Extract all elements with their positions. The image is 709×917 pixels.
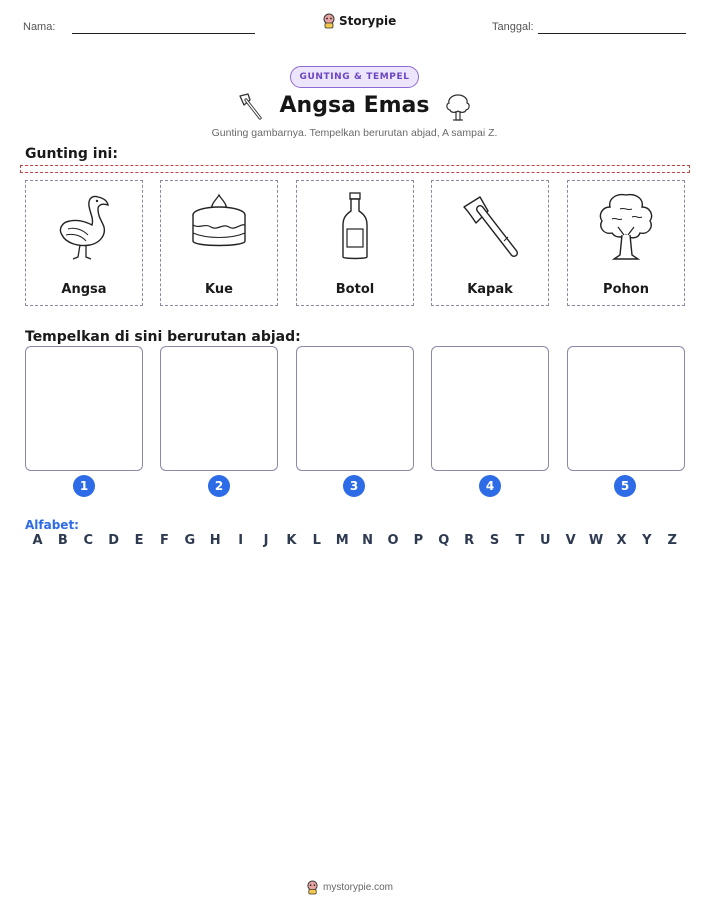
goose-icon (52, 189, 116, 265)
alphabet-letter: J (263, 533, 269, 548)
cut-card-pohon[interactable] (567, 180, 685, 306)
axe-icon (458, 189, 522, 265)
alphabet-letter: M (335, 533, 349, 548)
alphabet-letter: P (413, 533, 424, 548)
paste-slot-2[interactable] (160, 346, 278, 471)
paste-slot-4[interactable] (431, 346, 549, 471)
alphabet-letter: Z (667, 533, 677, 548)
paste-slot-5[interactable] (567, 346, 685, 471)
alphabet-letter: L (312, 533, 321, 548)
alphabet-letter: X (616, 533, 627, 548)
bottle-icon (323, 189, 387, 265)
alphabet-letter: B (57, 533, 68, 548)
alphabet-letter: T (515, 533, 525, 548)
name-line (72, 33, 255, 34)
tree-icon (442, 91, 474, 123)
date-label: Tanggal: (492, 21, 534, 33)
alphabet-letter: S (489, 533, 500, 548)
alphabet-letter: D (108, 533, 120, 548)
alphabet-letter: N (362, 533, 374, 548)
slot-number-2: 2 (208, 475, 230, 497)
cut-guide-line (20, 165, 690, 173)
card-label: Kapak (467, 282, 513, 297)
card-label: Botol (335, 282, 375, 297)
cut-section-title: Gunting ini: (25, 146, 118, 162)
footer-url[interactable]: mystorypie.com (323, 882, 394, 893)
cut-card-botol[interactable] (296, 180, 414, 306)
card-label: Kue (205, 282, 233, 297)
slot-number-5: 5 (614, 475, 636, 497)
name-label: Nama: (23, 21, 56, 33)
alphabet-letter: R (464, 533, 475, 548)
page-title: Angsa Emas (279, 93, 430, 118)
storypie-mascot-icon (322, 13, 336, 29)
alphabet-letter: F (160, 533, 169, 548)
card-label: Angsa (61, 282, 107, 297)
alphabet-letter: U (540, 533, 551, 548)
cut-card-kapak[interactable] (431, 180, 549, 306)
paste-slot-1[interactable] (25, 346, 143, 471)
alphabet-letter: G (184, 533, 196, 548)
cake-icon (187, 189, 251, 265)
alphabet-letter: O (387, 533, 399, 548)
alphabet-letter: K (286, 533, 297, 548)
activity-badge: GUNTING & TEMPEL (290, 66, 419, 88)
alphabet-letter: E (134, 533, 144, 548)
date-line (538, 33, 686, 34)
footer (306, 880, 393, 895)
alphabet-title: Alfabet: (25, 518, 79, 532)
alphabet-letter: V (565, 533, 576, 548)
card-label: Pohon (603, 282, 649, 297)
cut-card-kue[interactable] (160, 180, 278, 306)
cut-card-angsa[interactable] (25, 180, 143, 306)
brand-logo (322, 13, 396, 29)
title-row (0, 91, 709, 125)
alphabet-letter: Q (438, 533, 450, 548)
alphabet-letter: Y (642, 533, 652, 548)
slot-number-1: 1 (73, 475, 95, 497)
alphabet-letter: W (588, 533, 604, 548)
tree-icon (594, 189, 658, 265)
paste-section-title: Tempelkan di sini berurutan abjad: (25, 329, 301, 345)
alphabet-letter: A (32, 533, 43, 548)
slot-number-3: 3 (343, 475, 365, 497)
slot-number-4: 4 (479, 475, 501, 497)
paste-slot-3[interactable] (296, 346, 414, 471)
alphabet-letter: I (238, 533, 244, 548)
alphabet-letter: H (209, 533, 221, 548)
alphabet-row (25, 533, 685, 548)
brand-name: Storypie (339, 14, 397, 28)
instructions: Gunting gambarnya. Tempelkan berurutan abjad, A sampai Z. (211, 127, 498, 139)
storypie-mascot-icon (306, 880, 319, 895)
alphabet-letter: C (83, 533, 94, 548)
